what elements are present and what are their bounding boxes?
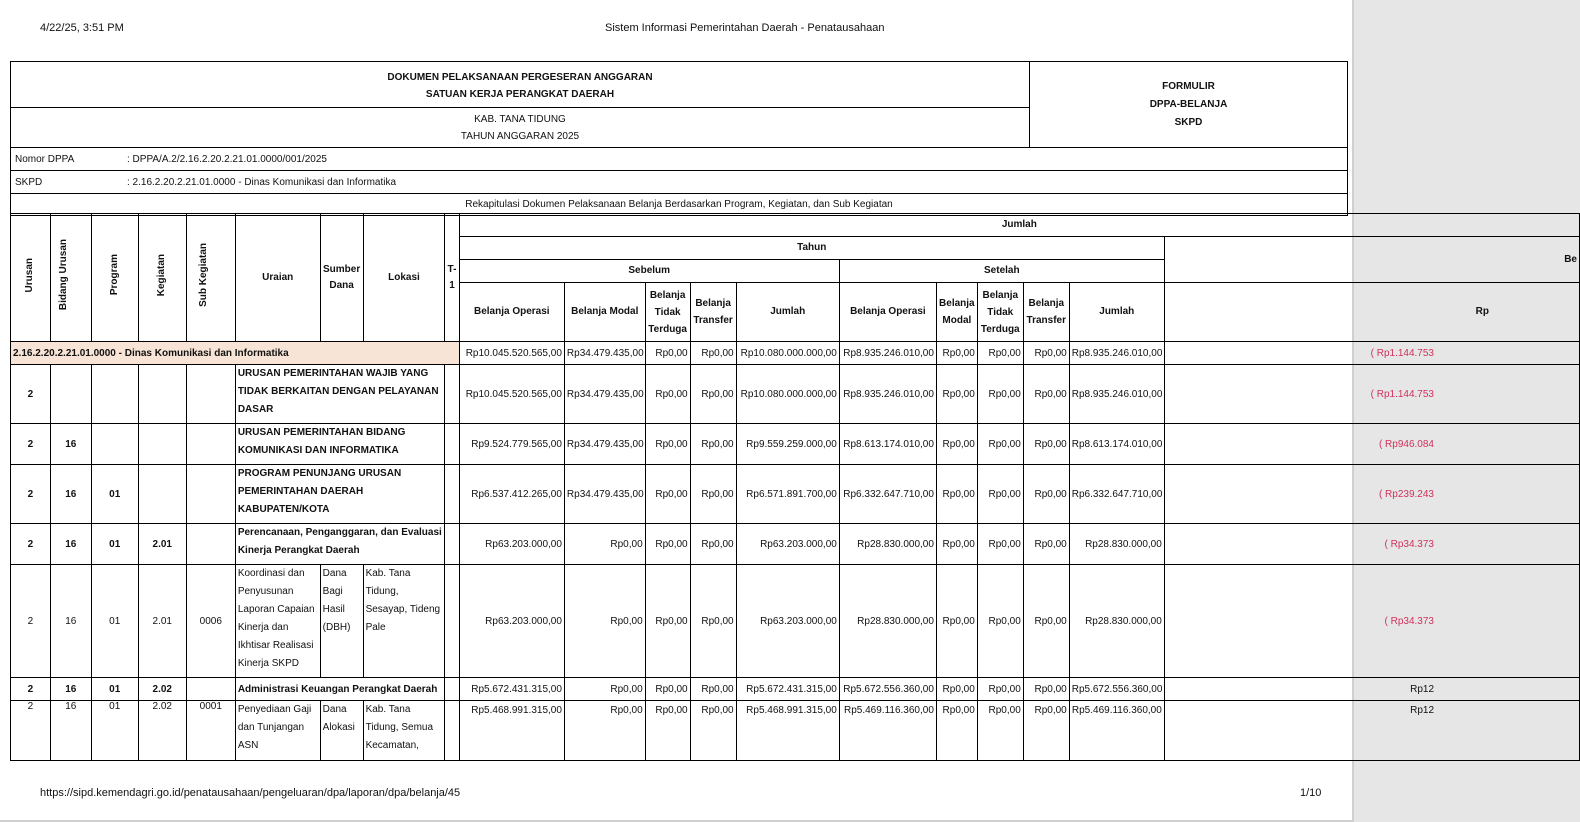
cell: 2.02 bbox=[138, 701, 186, 761]
print-site-title: Sistem Informasi Pemerintahan Daerah - Penatausahaan bbox=[605, 22, 885, 34]
cell: URUSAN PEMERINTAHAN BIDANG KOMUNIKASI DAN INFORMATIKA bbox=[235, 424, 445, 465]
cell: Rp0,00 bbox=[690, 424, 736, 465]
cell: Rp6.332.647.710,00 bbox=[1069, 465, 1164, 524]
col-st-tt: Belanja Tidak Terduga bbox=[977, 283, 1023, 342]
cell: Dana Bagi Hasil (DBH) bbox=[320, 565, 363, 678]
cell: Rp8.613.174.010,00 bbox=[839, 424, 936, 465]
col-rp: Rp bbox=[1164, 283, 1579, 342]
cell: Rp0,00 bbox=[645, 342, 690, 365]
cell: Rp0,00 bbox=[1023, 424, 1069, 465]
cell: Rp28.830.000,00 bbox=[839, 565, 936, 678]
cell: Rp0,00 bbox=[1023, 701, 1069, 761]
cell: Rp0,00 bbox=[936, 701, 977, 761]
cell: Rp0,00 bbox=[645, 365, 690, 424]
cell: Rp6.537.412.265,00 bbox=[459, 465, 564, 524]
print-datetime: 4/22/25, 3:51 PM bbox=[40, 22, 124, 34]
cell: Rp8.935.246.010,00 bbox=[839, 365, 936, 424]
cell: Rp34.479.435,00 bbox=[564, 342, 645, 365]
cell: Rp0,00 bbox=[564, 678, 645, 701]
col-sb-jumlah: Jumlah bbox=[736, 283, 839, 342]
cell: Rp0,00 bbox=[690, 465, 736, 524]
cell: Rp0,00 bbox=[936, 678, 977, 701]
cell: Penyediaan Gaji dan Tunjangan ASN bbox=[235, 701, 320, 761]
nomor-dppa-row: Nomor DPPA : DPPA/A.2/2.16.2.20.2.21.01.0000/001/2025 bbox=[11, 148, 1348, 171]
cell-t1 bbox=[445, 424, 459, 465]
cell: 2 bbox=[11, 524, 51, 565]
cell: 0001 bbox=[186, 701, 235, 761]
cell: 2 bbox=[11, 465, 51, 524]
cell: 16 bbox=[50, 465, 91, 524]
cell: Rp5.672.556.360,00 bbox=[1069, 678, 1164, 701]
cell bbox=[50, 365, 91, 424]
cell: Administrasi Keuangan Perangkat Daerah bbox=[235, 678, 445, 701]
cell: Rp0,00 bbox=[977, 565, 1023, 678]
cell: 2 bbox=[11, 565, 51, 678]
col-tahun-group: Tahun bbox=[459, 237, 1164, 260]
cell: Rp10.045.520.565,00 bbox=[459, 342, 564, 365]
cell: 01 bbox=[91, 524, 138, 565]
cell: Rp9.559.259.000,00 bbox=[736, 424, 839, 465]
col-t1: T-1 bbox=[445, 214, 459, 342]
cell: Rp0,00 bbox=[936, 565, 977, 678]
cell: Rp0,00 bbox=[1023, 365, 1069, 424]
col-sumber: Sumber Dana bbox=[320, 214, 363, 342]
cell: Rp0,00 bbox=[645, 465, 690, 524]
cell: Rp10.080.000.000,00 bbox=[736, 365, 839, 424]
cell: 2 bbox=[11, 424, 51, 465]
cell: Rp5.469.116.360,00 bbox=[839, 701, 936, 761]
cell: Rp5.672.556.360,00 bbox=[839, 678, 936, 701]
col-program: Program bbox=[91, 214, 138, 342]
cell: 16 bbox=[50, 424, 91, 465]
cell bbox=[186, 424, 235, 465]
cell: Rp12 bbox=[1164, 678, 1579, 701]
cell: Rp0,00 bbox=[977, 524, 1023, 565]
cell bbox=[138, 424, 186, 465]
cell: Rp0,00 bbox=[564, 565, 645, 678]
cell-selisih: ( Rp1.144.753 bbox=[1164, 342, 1579, 365]
cell: Kab. Tana Tidung, Sesayap, Tideng Pale bbox=[363, 565, 445, 678]
cell: Rp0,00 bbox=[977, 424, 1023, 465]
col-sb-modal: Belanja Modal bbox=[564, 283, 645, 342]
cell: Rp0,00 bbox=[690, 701, 736, 761]
cell: Rp8.613.174.010,00 bbox=[1069, 424, 1164, 465]
cell: Rp0,00 bbox=[977, 365, 1023, 424]
cell: 16 bbox=[50, 565, 91, 678]
cell: Rp0,00 bbox=[1023, 465, 1069, 524]
cell: Rp0,00 bbox=[690, 342, 736, 365]
cell: Rp12 bbox=[1164, 701, 1579, 761]
cell: Rp0,00 bbox=[977, 465, 1023, 524]
cell: Rp0,00 bbox=[645, 678, 690, 701]
region-year: KAB. TANA TIDUNG TAHUN ANGGARAN 2025 bbox=[11, 108, 1030, 148]
cell: Rp0,00 bbox=[690, 565, 736, 678]
col-be-group: Be bbox=[1164, 237, 1579, 283]
cell: Rp0,00 bbox=[690, 365, 736, 424]
cell: Rp5.469.116.360,00 bbox=[1069, 701, 1164, 761]
col-sebelum-group: Sebelum bbox=[459, 260, 839, 283]
cell: Rp0,00 bbox=[1023, 342, 1069, 365]
cell: 01 bbox=[91, 701, 138, 761]
cell: 2 bbox=[11, 365, 51, 424]
table-row bbox=[11, 424, 1580, 465]
cell: Koordinasi dan Penyusunan Laporan Capaian Kinerja dan Ikhtisar Realisasi Kinerja SKPD bbox=[235, 565, 320, 678]
cell: Rp8.935.246.010,00 bbox=[839, 342, 936, 365]
cell: Rp0,00 bbox=[936, 424, 977, 465]
cell: Rp63.203.000,00 bbox=[459, 524, 564, 565]
col-bidang: Bidang Urusan bbox=[50, 214, 91, 342]
cell: Rp34.479.435,00 bbox=[564, 465, 645, 524]
cell: Rp0,00 bbox=[936, 524, 977, 565]
cell: Rp0,00 bbox=[936, 365, 977, 424]
cell: Kab. Tana Tidung, Semua Kecamatan, bbox=[363, 701, 445, 761]
cell: Rp5.468.991.315,00 bbox=[459, 701, 564, 761]
cell: URUSAN PEMERINTAHAN WAJIB YANG TIDAK BERKAITAN DENGAN PELAYANAN DASAR bbox=[235, 365, 445, 424]
col-st-operasi: Belanja Operasi bbox=[839, 283, 936, 342]
cell: 01 bbox=[91, 465, 138, 524]
cell: ( Rp34.373 bbox=[1164, 565, 1579, 678]
cell bbox=[138, 465, 186, 524]
cell: Rp28.830.000,00 bbox=[1069, 565, 1164, 678]
col-sub: Sub Kegiatan bbox=[186, 214, 235, 342]
col-setelah-group: Setelah bbox=[839, 260, 1164, 283]
cell: Rp5.672.431.315,00 bbox=[459, 678, 564, 701]
cell bbox=[186, 678, 235, 701]
cell: 16 bbox=[50, 678, 91, 701]
cell: Rp0,00 bbox=[645, 524, 690, 565]
cell: 16 bbox=[50, 524, 91, 565]
cell: Rp63.203.000,00 bbox=[736, 524, 839, 565]
cell: Rp10.045.520.565,00 bbox=[459, 365, 564, 424]
cell: Rp0,00 bbox=[977, 342, 1023, 365]
cell-t1 bbox=[445, 524, 459, 565]
cell: Rp0,00 bbox=[977, 678, 1023, 701]
cell bbox=[138, 365, 186, 424]
table-row bbox=[11, 565, 1580, 678]
cell: ( Rp946.084 bbox=[1164, 424, 1579, 465]
cell bbox=[186, 465, 235, 524]
cell: Rp0,00 bbox=[564, 524, 645, 565]
col-st-jumlah: Jumlah bbox=[1069, 283, 1164, 342]
cell: Perencanaan, Penganggaran, dan Evaluasi Kinerja Perangkat Daerah bbox=[235, 524, 445, 565]
skpd-summary-label: 2.16.2.20.2.21.01.0000 - Dinas Komunikasi dan Informatika bbox=[11, 342, 460, 365]
form-code: FORMULIR DPPA-BELANJA SKPD bbox=[1030, 62, 1348, 148]
table-viewport bbox=[10, 213, 1577, 761]
cell bbox=[186, 524, 235, 565]
cell: Rp0,00 bbox=[645, 424, 690, 465]
cell: Rp5.672.431.315,00 bbox=[736, 678, 839, 701]
cell: 2 bbox=[11, 701, 51, 761]
cell: Rp0,00 bbox=[690, 678, 736, 701]
col-uraian: Uraian bbox=[235, 214, 320, 342]
col-sb-operasi: Belanja Operasi bbox=[459, 283, 564, 342]
cell: Rp0,00 bbox=[564, 701, 645, 761]
cell: Rp8.935.246.010,00 bbox=[1069, 365, 1164, 424]
cell: Rp0,00 bbox=[1023, 524, 1069, 565]
table-row bbox=[11, 465, 1580, 524]
cell-t1 bbox=[445, 365, 459, 424]
cell: Rp0,00 bbox=[1023, 565, 1069, 678]
cell bbox=[91, 424, 138, 465]
skpd-info-row: SKPD : 2.16.2.20.2.21.01.0000 - Dinas Komunikasi dan Informatika bbox=[11, 171, 1348, 194]
cell: Rp63.203.000,00 bbox=[459, 565, 564, 678]
col-st-transfer: Belanja Transfer bbox=[1023, 283, 1069, 342]
table-row bbox=[11, 678, 1580, 701]
cell: 16 bbox=[50, 701, 91, 761]
cell: Rp10.080.000.000,00 bbox=[736, 342, 839, 365]
cell: Rp34.479.435,00 bbox=[564, 365, 645, 424]
cell: 0006 bbox=[186, 565, 235, 678]
cell: 2 bbox=[11, 678, 51, 701]
cell: Rp6.571.891.700,00 bbox=[736, 465, 839, 524]
table-row bbox=[11, 365, 1580, 424]
cell: Rp28.830.000,00 bbox=[839, 524, 936, 565]
cell: Rp5.468.991.315,00 bbox=[736, 701, 839, 761]
cell: ( Rp1.144.753 bbox=[1164, 365, 1579, 424]
cell: Rp0,00 bbox=[977, 701, 1023, 761]
document-title: DOKUMEN PELAKSANAAN PERGESERAN ANGGARAN SATUAN KERJA PERANGKAT DAERAH bbox=[11, 62, 1030, 108]
cell: Rp0,00 bbox=[1023, 678, 1069, 701]
cell: Rp0,00 bbox=[936, 465, 977, 524]
col-urusan: Urusan bbox=[11, 214, 51, 342]
cell: 2.01 bbox=[138, 524, 186, 565]
footer-url: https://sipd.kemendagri.go.id/penatausahaan/pengeluaran/dpa/laporan/dpa/belanja/45 bbox=[40, 787, 461, 799]
cell: Rp28.830.000,00 bbox=[1069, 524, 1164, 565]
cell: 2.01 bbox=[138, 565, 186, 678]
print-header bbox=[40, 22, 1352, 36]
page-number: 1/10 bbox=[1300, 787, 1322, 799]
cell: ( Rp34.373 bbox=[1164, 524, 1579, 565]
col-lokasi: Lokasi bbox=[363, 214, 445, 342]
cell: Rp8.935.246.010,00 bbox=[1069, 342, 1164, 365]
cell: 01 bbox=[91, 678, 138, 701]
cell: PROGRAM PENUNJANG URUSAN PEMERINTAHAN DAERAH KABUPATEN/KOTA bbox=[235, 465, 445, 524]
document-header bbox=[10, 61, 1348, 216]
rekap-title: Rekapitulasi Dokumen Pelaksanaan Belanja Berdasarkan Program, Kegiatan, dan Sub Kegiatan bbox=[11, 194, 1348, 216]
cell: 2.02 bbox=[138, 678, 186, 701]
col-sb-tt: Belanja Tidak Terduga bbox=[645, 283, 690, 342]
cell-t1 bbox=[445, 701, 459, 761]
cell: 01 bbox=[91, 565, 138, 678]
cell bbox=[186, 365, 235, 424]
cell: Dana Alokasi bbox=[320, 701, 363, 761]
cell-t1 bbox=[445, 465, 459, 524]
skpd-summary-row bbox=[11, 342, 1580, 365]
cell: Rp63.203.000,00 bbox=[736, 565, 839, 678]
budget-table bbox=[10, 213, 1580, 761]
cell-t1 bbox=[445, 678, 459, 701]
cell: Rp0,00 bbox=[690, 524, 736, 565]
cell: ( Rp239.243 bbox=[1164, 465, 1579, 524]
cell: Rp6.332.647.710,00 bbox=[839, 465, 936, 524]
table-row bbox=[11, 701, 1580, 761]
col-sb-transfer: Belanja Transfer bbox=[690, 283, 736, 342]
cell bbox=[91, 365, 138, 424]
cell-t1 bbox=[445, 565, 459, 678]
cell: Rp0,00 bbox=[645, 565, 690, 678]
col-jumlah-group: Jumlah bbox=[459, 214, 1579, 237]
table-row bbox=[11, 524, 1580, 565]
col-kegiatan: Kegiatan bbox=[138, 214, 186, 342]
cell: Rp0,00 bbox=[645, 701, 690, 761]
cell: Rp34.479.435,00 bbox=[564, 424, 645, 465]
cell: Rp9.524.779.565,00 bbox=[459, 424, 564, 465]
table-body bbox=[11, 342, 1580, 761]
col-st-modal: Belanja Modal bbox=[936, 283, 977, 342]
cell: Rp0,00 bbox=[936, 342, 977, 365]
